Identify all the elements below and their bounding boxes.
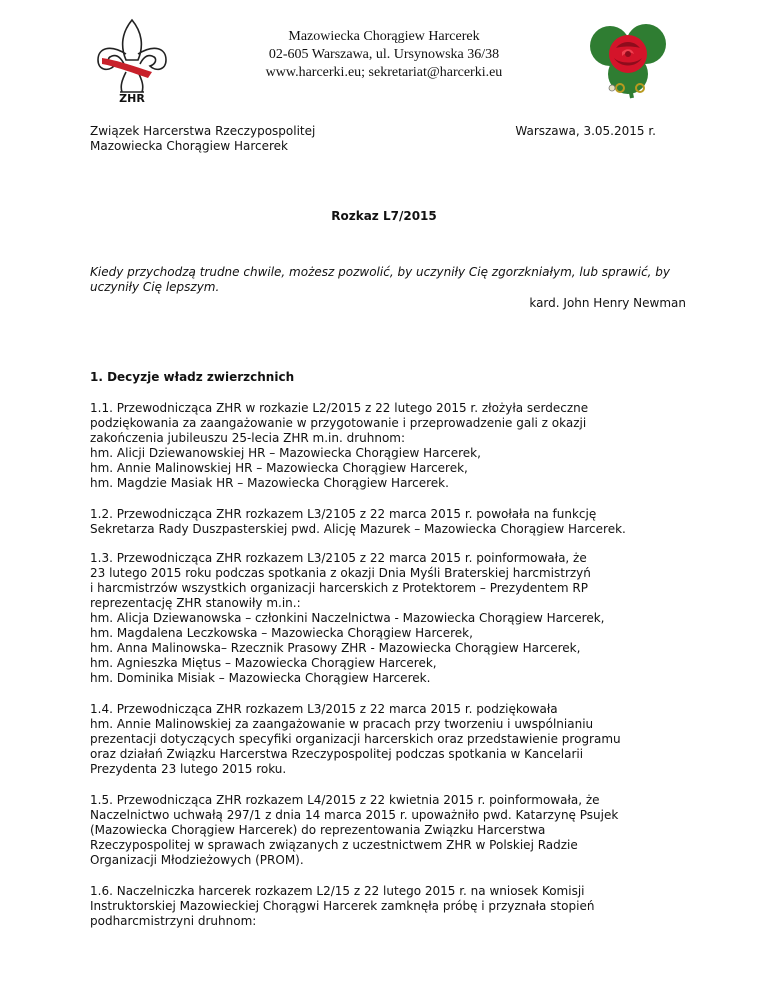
motto-quote: Kiedy przychodzą trudne chwile, możesz pozwolić, by uczyniły Cię zgorzkniałym, lub sprawić, by uczyniły Cię lepszym. [90,265,671,294]
paragraph-1-5: 1.5. Przewodnicząca ZHR rozkazem L4/2015 z 22 kwietnia 2015 r. poinformowała, że Naczelnictwo uchwałą 297/1 z dnia 14 marca 2015 r. upoważniło pwd. Katarzynę Psujek (Mazowiecka Chorągiew Harcerek) do reprezentowania Związku Harcerstwa Rzeczypospolitej w sprawach związanych z uczestnictwem ZHR w Polskiej Radzie Organizacji Młodzieżowych (PROM). [90,793,619,867]
paragraph-1-2: 1.2. Przewodnicząca ZHR rozkazem L3/2105 z 22 marca 2015 r. powołała na funkcję Sekretarza Rady Duszpasterskiej pwd. Alicję Mazurek – Mazowiecka Chorągiew Harcerek. [90,507,626,536]
letterhead-address: 02-605 Warszawa, ul. Ursynowska 36/38 [268,47,500,62]
section-title: 1. Decyzje władz zwierzchnich [90,370,295,384]
letterhead-name: Mazowiecka Chorągiew Harcerek [288,29,480,44]
order-title: Rozkaz L7/2015 [331,209,437,223]
letterhead-contact: www.harcerki.eu; sekretariat@harcerki.eu [265,65,503,80]
sender-line-1: Związek Harcerstwa Rzeczypospolitej [90,124,316,138]
paragraph-1-6: 1.6. Naczelniczka harcerek rozkazem L2/15 z 22 lutego 2015 r. na wniosek Komisji Instruktorskiej Mazowieckiej Chorągwi Harcerek zamknęła próbę i przyznała stopień podharcmistrzyni druhnom: [90,884,595,928]
zhr-lily-logo [92,14,172,106]
document-date: Warszawa, 3.05.2015 r. [515,124,656,138]
rose-clover-logo [582,18,674,100]
sender-block [90,124,315,154]
paragraph-1-4: 1.4. Przewodnicząca ZHR rozkazem L3/2015 z 22 marca 2015 r. podziękowała hm. Annie Malinowskiej za zaangażowanie w pracach przy tworzeniu i uwspólnianiu prezentacji dotyczących specyfiki organizacji harcerskich oraz przedstawienie programu oraz działań Związku Harcerstwa Rzeczypospolitej podczas spotkania w Kancelarii Prezydenta 23 lutego 2015 roku. [90,702,621,776]
letterhead [200,28,568,82]
paragraph-1-3: 1.3. Przewodnicząca ZHR rozkazem L3/2105 z 22 marca 2015 r. poinformowała, że 23 lutego 2015 roku podczas spotkania z okazji Dnia Myśli Braterskiej harcmistrzyń i harcmistrzów wszystkich organizacji harcerskich z Protektorem – Prezydentem RP reprezentację ZHR stanowiły m.in.: hm. Alicja Dziewanowska – członkini Naczelnictwa - Mazowiecka Chorągiew Harcerek, hm. Magdalena Leczkowska – Mazowiecka Chorągiew Harcerek, hm. Anna Malinowska– Rzecznik Prasowy ZHR - Mazowiecka Chorągiew Harcerek, hm. Agnieszka Miętus – Mazowiecka Chorągiew Harcerek, hm. Dominika Misiak – Mazowiecka Chorągiew Harcerek. [90,551,605,685]
sender-line-2: Mazowiecka Chorągiew Harcerek [90,139,288,153]
logo-text: ZHR [119,92,145,105]
paragraph-1-1: 1.1. Przewodnicząca ZHR w rozkazie L2/2015 z 22 lutego 2015 r. złożyła serdeczne podziękowania za zaangażowanie w przygotowanie i przeprowadzenie gali z okazji zakończenia jubileuszu 25-lecia ZHR m.in. druhnom: hm. Alicji Dziewanowskiej HR – Mazowiecka Chorągiew Harcerek, hm. Annie Malinowskiej HR – Mazowiecka Chorągiew Harcerek, hm. Magdzie Masiak HR – Mazowiecka Chorągiew Harcerek. [90,401,589,490]
quote-author: kard. John Henry Newman [529,296,686,310]
